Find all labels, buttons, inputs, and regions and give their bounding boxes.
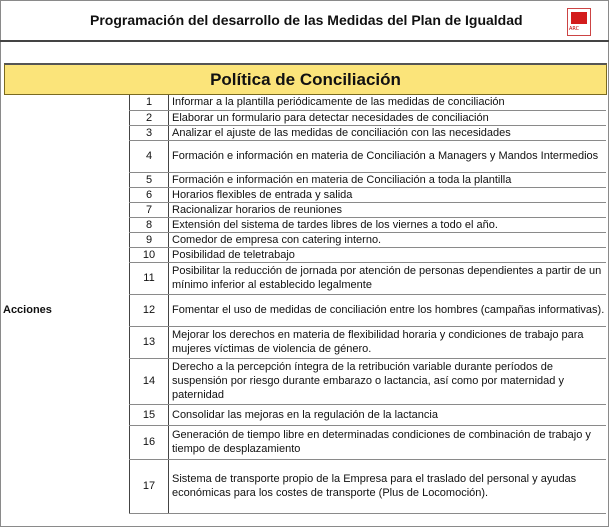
table-row xyxy=(130,326,607,358)
item-text: Generación de tiempo libre en determinadas condiciones de combinación de trabajo y tiempo de desplazamiento xyxy=(169,425,607,459)
table-row xyxy=(130,425,607,459)
item-text: Racionalizar horarios de reuniones xyxy=(169,202,607,217)
item-number: 6 xyxy=(130,187,169,202)
item-text: Formación e información en materia de Conciliación a toda la plantilla xyxy=(169,172,607,187)
item-text: Formación e información en materia de Conciliación a Managers y Mandos Intermedios xyxy=(169,140,607,172)
item-text: Posibilitar la reducción de jornada por atención de personas dependientes a partir de un mínimo inferior al establecido legalmente xyxy=(169,262,607,294)
item-number: 13 xyxy=(130,326,169,358)
item-number: 17 xyxy=(130,459,169,513)
table-row xyxy=(130,202,607,217)
item-number: 3 xyxy=(130,125,169,140)
table-row xyxy=(130,95,607,110)
item-number: 1 xyxy=(130,95,169,110)
table-row xyxy=(130,262,607,294)
page-title: Programación del desarrollo de las Medidas del Plan de Igualdad xyxy=(90,12,523,28)
table-row xyxy=(130,217,607,232)
item-number: 14 xyxy=(130,358,169,404)
item-text: Extensión del sistema de tardes libres de los viernes a todo el año. xyxy=(169,217,607,232)
section-banner xyxy=(4,63,607,95)
table-row xyxy=(130,172,607,187)
table-row xyxy=(130,110,607,125)
actions-table xyxy=(129,95,606,514)
item-number: 2 xyxy=(130,110,169,125)
logo-text: ARC xyxy=(569,26,580,32)
table-row xyxy=(130,125,607,140)
item-text: Sistema de transporte propio de la Empresa para el traslado del personal y ayudas económicas para los costes de transporte (Plus de Locomoción). xyxy=(169,459,607,513)
item-text: Analizar el ajuste de las medidas de conciliación con las necesidades xyxy=(169,125,607,140)
item-text: Consolidar las mejoras en la regulación de la lactancia xyxy=(169,404,607,425)
item-text: Derecho a la percepción íntegra de la retribución variable durante períodos de suspensión por riesgo durante embarazo o lactancia, así como por maternidad y paternidad xyxy=(169,358,607,404)
item-text: Comedor de empresa con catering interno. xyxy=(169,232,607,247)
actions-label: Acciones xyxy=(3,304,52,316)
item-text: Fomentar el uso de medidas de conciliación entre los hombres (campañas informativas). xyxy=(169,294,607,326)
item-number: 16 xyxy=(130,425,169,459)
table-row xyxy=(130,187,607,202)
table-row xyxy=(130,459,607,513)
page-header xyxy=(0,0,609,42)
item-number: 10 xyxy=(130,247,169,262)
item-text: Horarios flexibles de entrada y salida xyxy=(169,187,607,202)
item-number: 11 xyxy=(130,262,169,294)
item-number: 9 xyxy=(130,232,169,247)
banner-title: Política de Conciliación xyxy=(210,70,401,89)
item-text: Mejorar los derechos en materia de flexibilidad horaria y condiciones de trabajo para mujeres víctimas de violencia de género. xyxy=(169,326,607,358)
item-number: 8 xyxy=(130,217,169,232)
item-number: 5 xyxy=(130,172,169,187)
table-row xyxy=(130,140,607,172)
item-text: Elaborar un formulario para detectar necesidades de conciliación xyxy=(169,110,607,125)
table-row xyxy=(130,232,607,247)
item-text: Posibilidad de teletrabajo xyxy=(169,247,607,262)
table-row xyxy=(130,358,607,404)
logo-mark-icon xyxy=(571,12,587,24)
item-number: 7 xyxy=(130,202,169,217)
item-number: 4 xyxy=(130,140,169,172)
table-row xyxy=(130,294,607,326)
table-row xyxy=(130,404,607,425)
item-number: 12 xyxy=(130,294,169,326)
table-row xyxy=(130,247,607,262)
item-number: 15 xyxy=(130,404,169,425)
company-logo xyxy=(567,8,591,36)
item-text: Informar a la plantilla periódicamente de las medidas de conciliación xyxy=(169,95,607,110)
